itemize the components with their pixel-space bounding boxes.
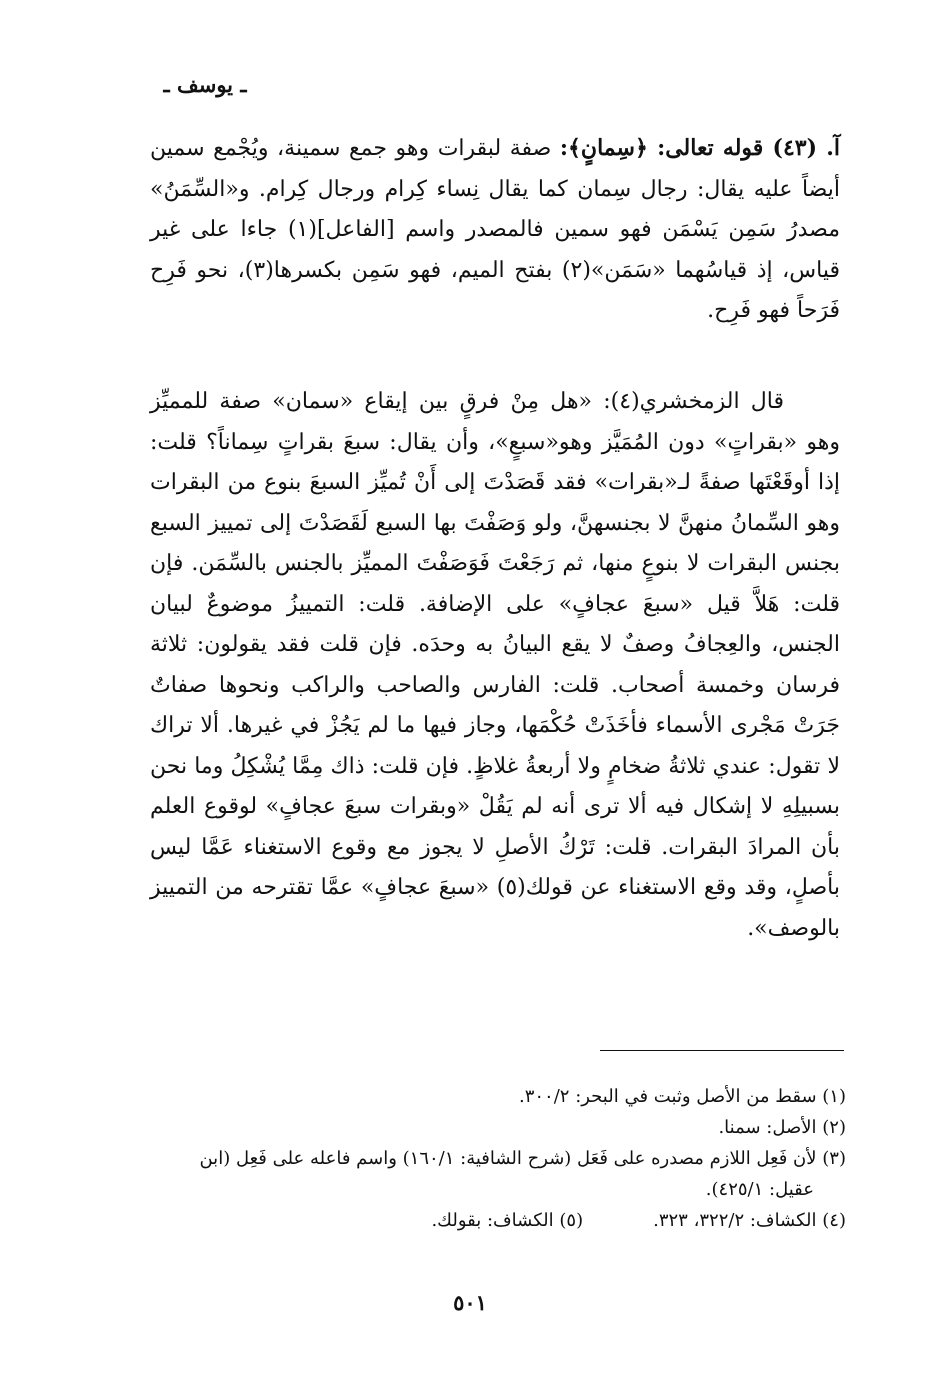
- footnote-separator: [600, 1050, 844, 1051]
- footnote-1: (١) سقط من الأصل وثبت في البحر: ٣٠٠/٢.: [518, 1086, 846, 1107]
- paragraph-text: صفة لبقرات وهو جمع سمينة، ويُجْمع سمين أيضاً عليه يقال: رجال سِمان كما يقال نِساء كِرام ورجال كِرام. و«السِّمَنُ» مصدرُ سَمِن يَسْمَن فهو سمين فالمصدر واسم [الفاعل](١) جاءا على غير قياس، إذ قياسُهما «سَمَن»(٢) بفتح الميم، فهو سَمِن بكسرها(٣)، نحو فَرِح فَرَحاً فهو فَرِح.: [150, 136, 840, 323]
- paragraph-zamakhshari-quote: قال الزمخشري(٤): «هل مِنْ فرقٍ بين إيقاع «سمان» صفة للمميِّز وهو «بقراتٍ» دون المُمَيَّز وهو«سبعٍ»، وأن يقال: سبعَ بقراتٍ سِماناً؟ قلت: إذا أوقَعْتَها صفةً لـ«بقرات» فقد قَصَدْتَ إلى أَنْ تُميِّز السبعَ بنوع من البقرات وهو السِّمانُ منهنَّ لا بجنسهنَّ، ولو وَصَفْتَ بها السبع لَقَصَدْتَ إلى تمييز السبع بجنس البقرات لا بنوعٍ منها، ثم رَجَعْتَ فَوَصَفْتَ المميِّز بالجنس بالسِّمَن. فإن قلت: هَلاَّ قيل «سبعَ عجافٍ» على الإضافة. قلت: التمييزُ موضوعٌ لبيان الجنس، والعِجافُ وصفٌ لا يقع البيانُ به وحدَه. فإن قلت فقد يقولون: ثلاثة فرسان وخمسة أصحاب. قلت: الفارس والصاحب والراكب ونحوها صفاتٌ جَرَتْ مَجْرى الأسماء فأخَذَتْ حُكْمَها، وجاز فيها ما لم يَجُزْ في غيرها. ألا تراك لا تقول: عندي ثلاثةُ ضخامٍ ولا أربعةُ غلاظٍ. فإن قلت: ذاك مِمَّا يُشْكِلُ وما نحن بسبيلِهِ لا إشكال فيه ألا ترى أنه لم يَقُلْ «وبقرات سبعَ عجافٍ» لوقوع العلم بأن المرادَ البقرات. قلت: تَرْكُ الأصلِ لا يجوز مع وقوع الاستغناء عَمَّا ليس بأصلٍ، وقد وقع الاستغناء عن قولك(٥) «سبعَ عجافٍ» عمَّا تقترحه من التمييز بالوصف».: [150, 389, 840, 941]
- footnote-2: (٢) الأصل: سمنا.: [718, 1117, 846, 1138]
- footnotes: [150, 1082, 846, 1236]
- footnote-row-4-5: [150, 1206, 846, 1236]
- page-number: ٥٠١: [453, 1290, 487, 1315]
- footnote-3: (٣) لأن فَعِل اللازم مصدره على فَعَل (شرح الشافية: ١٦٠/١) واسم فاعله على فَعِل (ابن: [199, 1148, 846, 1169]
- verse-heading: آ. (٤٣) قوله تعالى: ﴿سِمانٍ﴾:: [559, 135, 841, 161]
- footnote-3-continuation: عقيل: ٤٢٥/١).: [705, 1179, 814, 1200]
- footnote-4: (٤) الكشاف: ٣٢٢/٢، ٣٢٣.: [653, 1210, 846, 1231]
- paragraph-commentary: [150, 128, 840, 332]
- running-head: ـ يوسف ـ: [163, 72, 247, 97]
- footnote-5: (٥) الكشاف: بقولك.: [431, 1210, 584, 1231]
